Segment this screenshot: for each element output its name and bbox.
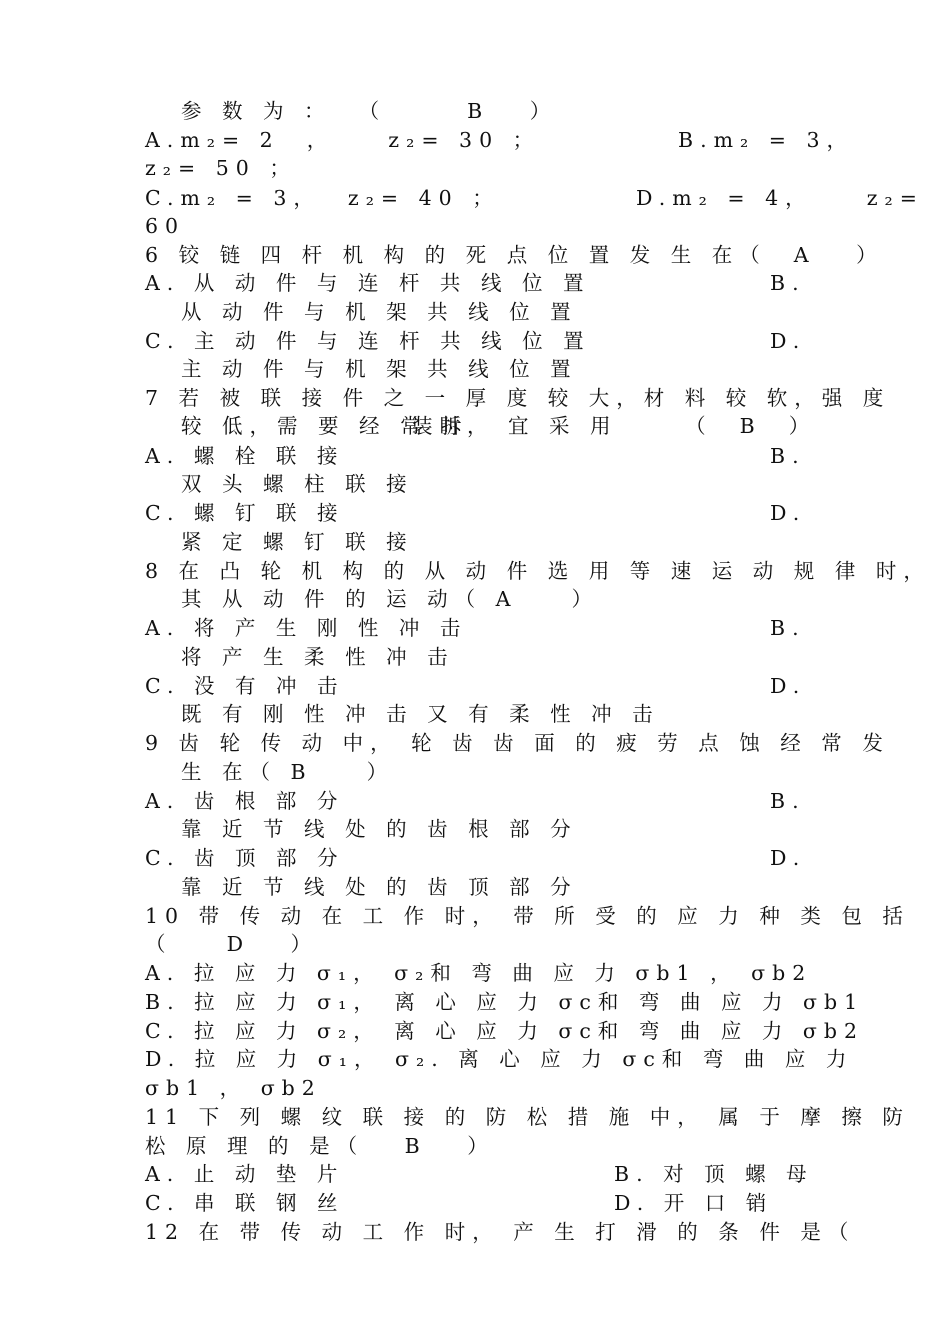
text-line: D. 开 口 销 — [614, 1191, 774, 1215]
text-line: B.m₂ = 3， — [678, 128, 854, 152]
text-line: C.m₂ = 3， z₂= 40 ； — [145, 186, 500, 210]
text-line: 10 带 传 动 在 工 作 时， 带 所 受 的 应 力 种 类 包 括 — [145, 904, 910, 928]
text-line: C. 齿 顶 部 分 — [145, 846, 345, 870]
text-line: D. — [770, 501, 807, 525]
text-line: 6 铰 链 四 杆 机 构 的 死 点 位 置 发 生 在（ A ） — [145, 243, 884, 267]
text-line: A. 拉 应 力 σ₁， σ₂和 弯 曲 应 力 σb1 ， σb2 — [145, 961, 813, 985]
text-line: 从 动 件 与 机 架 共 线 位 置 — [181, 300, 578, 324]
text-line: 靠 近 节 线 处 的 齿 顶 部 分 — [181, 875, 578, 899]
text-line: 装时， 宜 采 用 （ B ） — [412, 414, 817, 438]
text-line: 参 数 为 ： （ B ） — [181, 99, 558, 123]
text-line: A. 止 动 垫 片 — [145, 1162, 345, 1186]
text-line: 12 在 带 传 动 工 作 时， 产 生 打 滑 的 条 件 是（ — [145, 1220, 856, 1244]
text-line: 紧 定 螺 钉 联 接 — [181, 530, 414, 554]
text-line: D. 拉 应 力 σ₁， σ₂. 离 心 应 力 σc和 弯 曲 应 力 — [145, 1047, 854, 1071]
text-line: B. — [770, 271, 806, 295]
text-line: B. — [770, 616, 806, 640]
text-line: A. 螺 栓 联 接 — [145, 444, 345, 468]
text-line: 生 在（ B ） — [181, 760, 395, 784]
text-line: 靠 近 节 线 处 的 齿 根 部 分 — [181, 817, 578, 841]
text-line: C. 串 联 钢 丝 — [145, 1191, 345, 1215]
text-line: （ D ） — [145, 932, 319, 956]
text-line: 将 产 生 柔 性 冲 击 — [181, 645, 455, 669]
text-line: C. 没 有 冲 击 — [145, 674, 345, 698]
text-line: A.m₂= 2 ， z₂= 30 ； — [145, 128, 541, 152]
text-line: 较 低，需 要 经 常 拆 — [181, 414, 469, 438]
text-line: 松 原 理 的 是（ B ） — [145, 1134, 495, 1158]
text-line: 60 — [145, 214, 186, 238]
text-line: B. 对 顶 螺 母 — [614, 1162, 814, 1186]
text-line: A. 从 动 件 与 连 杆 共 线 位 置 — [145, 271, 591, 295]
text-line: D. — [770, 846, 807, 870]
text-line: σb1 ， σb2 — [145, 1076, 322, 1100]
text-line: 11 下 列 螺 纹 联 接 的 防 松 措 施 中， 属 于 摩 擦 防 — [145, 1105, 910, 1129]
text-line: C. 螺 钉 联 接 — [145, 501, 345, 525]
text-line: B. — [770, 789, 806, 813]
text-line: D. — [770, 329, 807, 353]
text-line: 既 有 刚 性 冲 击 又 有 柔 性 冲 击 — [181, 702, 660, 726]
text-line: 9 齿 轮 传 动 中， 轮 齿 齿 面 的 疲 劳 点 蚀 经 常 发 — [145, 731, 890, 755]
text-line: 7 若 被 联 接 件 之 一 厚 度 较 大，材 料 较 软，强 度 — [145, 386, 891, 410]
text-line: B. — [770, 444, 806, 468]
text-line: z₂= 50 ； — [145, 156, 297, 180]
text-line: 其 从 动 件 的 运 动（ A ） — [181, 587, 599, 611]
text-line: C. 主 动 件 与 连 杆 共 线 位 置 — [145, 329, 591, 353]
text-line: D.m₂ = 4， z₂= — [636, 186, 924, 210]
text-line: 8 在 凸 轮 机 构 的 从 动 件 选 用 等 速 运 动 规 律 时， — [145, 559, 931, 583]
text-line: A. 将 产 生 刚 性 冲 击 — [145, 616, 468, 640]
text-line: 主 动 件 与 机 架 共 线 位 置 — [181, 357, 578, 381]
text-line: A. 齿 根 部 分 — [145, 789, 345, 813]
text-line: 双 头 螺 柱 联 接 — [181, 472, 414, 496]
text-line: B. 拉 应 力 σ₁， 离 心 应 力 σc和 弯 曲 应 力 σb1 — [145, 990, 865, 1014]
text-line: C. 拉 应 力 σ₂， 离 心 应 力 σc和 弯 曲 应 力 σb2 — [145, 1019, 865, 1043]
text-line: D. — [770, 674, 807, 698]
